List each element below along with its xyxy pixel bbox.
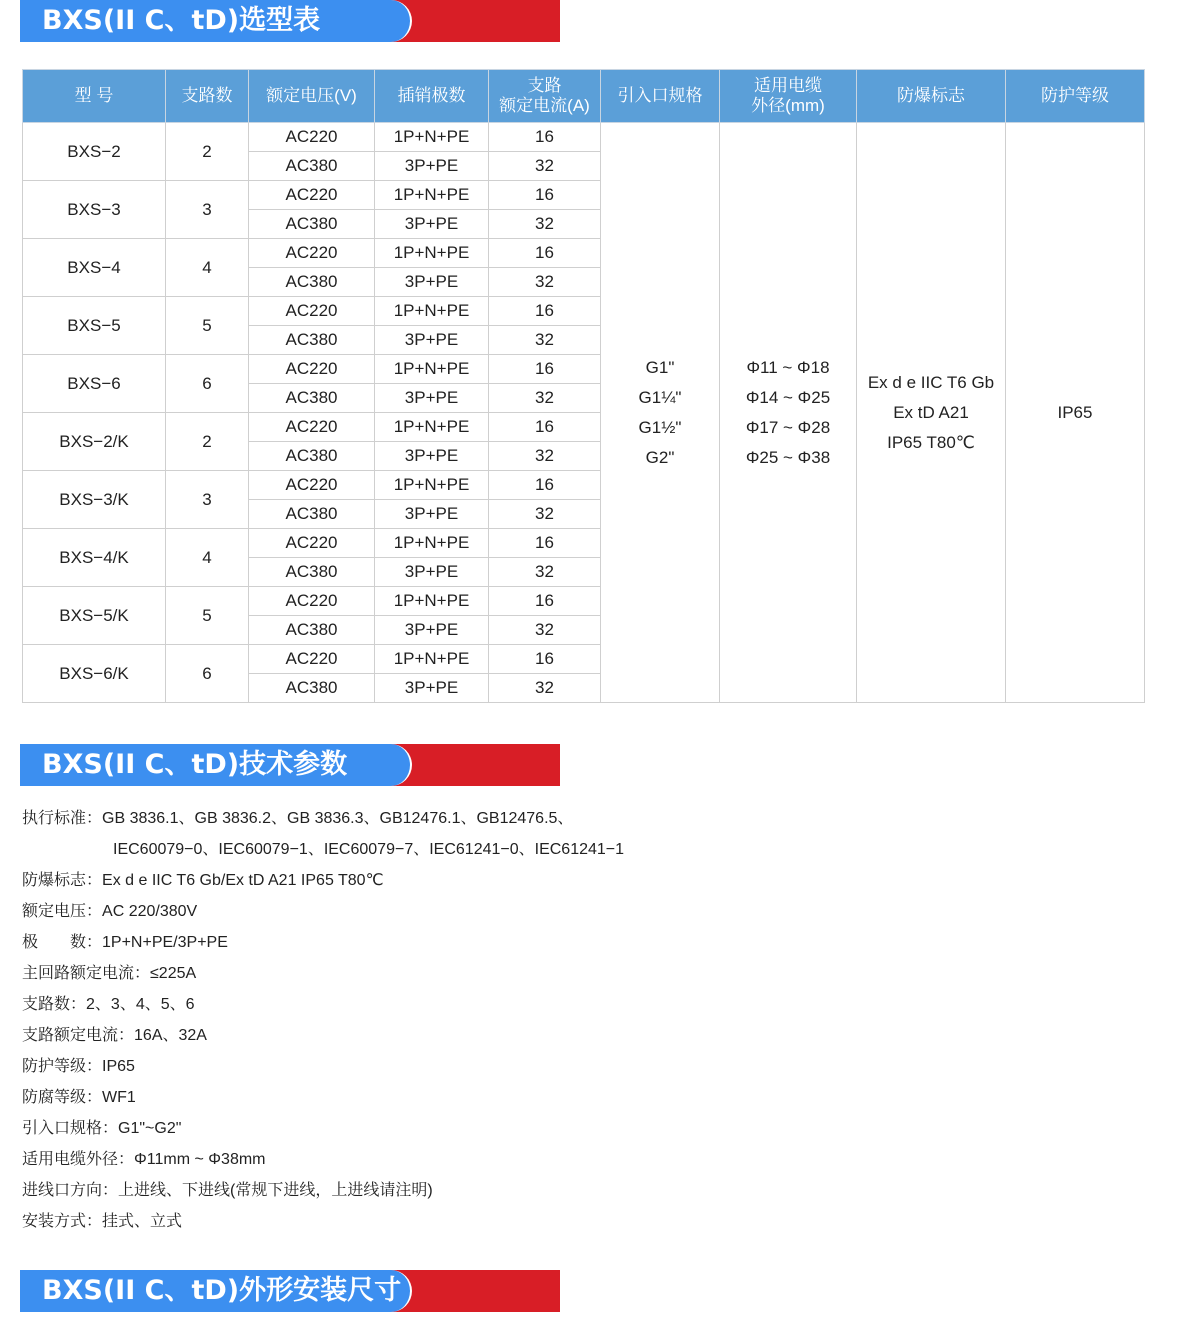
param-label: 安装方式： <box>22 1213 103 1230</box>
cell-model: BXS−4 <box>23 239 166 297</box>
cell-current: 32 <box>489 558 601 587</box>
cell-poles: 3P+PE <box>375 384 489 413</box>
selection-table-banner <box>20 0 560 42</box>
param-value: 上进线、下进线(常规下进线，上进线请注明) <box>118 1182 433 1199</box>
cell-voltage: AC220 <box>249 297 375 326</box>
cell-poles: 3P+PE <box>375 326 489 355</box>
cell-poles: 1P+N+PE <box>375 123 489 152</box>
param-value: 1P+N+PE/3P+PE <box>102 934 228 951</box>
param-label: 额定电压： <box>22 903 103 920</box>
cell-voltage: AC380 <box>249 500 375 529</box>
param-row <box>22 834 1172 865</box>
cell-poles: 3P+PE <box>375 210 489 239</box>
cell-current: 16 <box>489 297 601 326</box>
param-row <box>22 1082 1172 1113</box>
param-row <box>22 1206 1172 1237</box>
param-row <box>22 803 1172 834</box>
explosion-value: Ex tD A21 <box>893 402 969 422</box>
param-label: 防护等级： <box>22 1058 103 1075</box>
header-protection: 防护等级 <box>1006 70 1145 123</box>
cell-voltage: AC380 <box>249 674 375 703</box>
cell-poles: 1P+N+PE <box>375 471 489 500</box>
cell-model: BXS−2/K <box>23 413 166 471</box>
cell-current: 32 <box>489 616 601 645</box>
param-row <box>22 1020 1172 1051</box>
banner-red-block <box>390 0 560 42</box>
cell-poles: 1P+N+PE <box>375 645 489 674</box>
cable-value: Φ14 ~ Φ25 <box>745 387 831 407</box>
cell-poles: 1P+N+PE <box>375 587 489 616</box>
selection-table-title: BXS(II C、tD)选型表 <box>42 5 321 36</box>
cell-branches: 4 <box>166 239 249 297</box>
param-label: 引入口规格： <box>22 1120 119 1137</box>
cell-voltage: AC220 <box>249 181 375 210</box>
cell-current: 16 <box>489 239 601 268</box>
cell-branches: 5 <box>166 297 249 355</box>
cell-model: BXS−5/K <box>23 587 166 645</box>
cell-branches: 4 <box>166 529 249 587</box>
param-value: 挂式、立式 <box>102 1213 183 1230</box>
cell-branches: 2 <box>166 123 249 181</box>
dimension-title: BXS(II C、tD)外形安装尺寸 <box>42 1275 402 1306</box>
param-row <box>22 1144 1172 1175</box>
cell-poles: 3P+PE <box>375 500 489 529</box>
banner-red-block <box>390 744 560 786</box>
cell-voltage: AC220 <box>249 529 375 558</box>
inlet-value: G2" <box>645 447 675 467</box>
cell-current: 16 <box>489 181 601 210</box>
dimension-banner <box>20 1270 560 1312</box>
header-current <box>489 70 601 123</box>
table-row <box>23 123 1145 152</box>
cell-current: 16 <box>489 413 601 442</box>
explosion-value: IP65 T80℃ <box>887 432 975 452</box>
cell-current: 32 <box>489 326 601 355</box>
param-row <box>22 927 1172 958</box>
param-value: GB 3836.1、GB 3836.2、GB 3836.3、GB12476.1、GB12476.5、 <box>102 810 574 827</box>
cell-explosion <box>857 123 1006 703</box>
cell-current: 16 <box>489 355 601 384</box>
cell-current: 32 <box>489 210 601 239</box>
param-row <box>22 896 1172 927</box>
param-row <box>22 1051 1172 1082</box>
param-value: 2、3、4、5、6 <box>86 996 195 1013</box>
cell-poles: 1P+N+PE <box>375 181 489 210</box>
cell-voltage: AC380 <box>249 558 375 587</box>
param-label: 极 数： <box>22 934 103 951</box>
param-label: 防爆标志： <box>22 872 103 889</box>
cell-current: 16 <box>489 471 601 500</box>
tech-params-banner <box>20 744 560 786</box>
header-model: 型 号 <box>23 70 166 123</box>
param-value: Ex d e IIC T6 Gb/Ex tD A21 IP65 T80℃ <box>102 872 384 889</box>
param-value: 16A、32A <box>134 1027 207 1044</box>
param-label: 防腐等级： <box>22 1089 103 1106</box>
param-label: 进线口方向： <box>22 1182 119 1199</box>
cell-poles: 3P+PE <box>375 674 489 703</box>
cell-voltage: AC380 <box>249 616 375 645</box>
cell-current: 32 <box>489 500 601 529</box>
param-label: 执行标准： <box>22 810 103 827</box>
explosion-value: Ex d e IIC T6 Gb <box>867 372 995 392</box>
param-label: 支路数： <box>22 996 87 1013</box>
cell-poles: 1P+N+PE <box>375 355 489 384</box>
cell-poles: 3P+PE <box>375 616 489 645</box>
cell-current: 32 <box>489 384 601 413</box>
tech-params-list <box>22 803 1172 1237</box>
cell-branches: 6 <box>166 645 249 703</box>
cell-voltage: AC380 <box>249 326 375 355</box>
cell-poles: 1P+N+PE <box>375 413 489 442</box>
header-branches: 支路数 <box>166 70 249 123</box>
param-label: 主回路额定电流： <box>22 965 151 982</box>
cell-model: BXS−3/K <box>23 471 166 529</box>
param-row <box>22 989 1172 1020</box>
cell-voltage: AC380 <box>249 152 375 181</box>
header-cable-line2: 外径(mm) <box>751 96 825 115</box>
cell-current: 32 <box>489 442 601 471</box>
cell-model: BXS−6 <box>23 355 166 413</box>
header-explosion: 防爆标志 <box>857 70 1006 123</box>
cell-branches: 2 <box>166 413 249 471</box>
param-label: 支路额定电流： <box>22 1027 135 1044</box>
param-row <box>22 1175 1172 1206</box>
cell-model: BXS−5 <box>23 297 166 355</box>
cell-poles: 1P+N+PE <box>375 529 489 558</box>
tech-params-title: BXS(II C、tD)技术参数 <box>42 749 348 780</box>
cell-voltage: AC380 <box>249 210 375 239</box>
cell-current: 32 <box>489 268 601 297</box>
cable-value: Φ17 ~ Φ28 <box>745 417 831 437</box>
cell-branches: 3 <box>166 471 249 529</box>
param-value: WF1 <box>102 1089 136 1106</box>
cell-cable <box>720 123 857 703</box>
param-label: 适用电缆外径： <box>22 1151 135 1168</box>
cell-voltage: AC380 <box>249 384 375 413</box>
header-cable <box>720 70 857 123</box>
param-value: ≤225A <box>150 965 197 982</box>
cable-value: Φ25 ~ Φ38 <box>745 447 831 467</box>
inlet-value: G1¼" <box>638 387 682 407</box>
cell-voltage: AC220 <box>249 355 375 384</box>
cell-protection: IP65 <box>1006 123 1145 703</box>
cell-inlet <box>601 123 720 703</box>
cell-poles: 1P+N+PE <box>375 297 489 326</box>
cell-branches: 5 <box>166 587 249 645</box>
cell-current: 32 <box>489 152 601 181</box>
cell-voltage: AC220 <box>249 587 375 616</box>
cell-voltage: AC220 <box>249 645 375 674</box>
cell-poles: 1P+N+PE <box>375 239 489 268</box>
header-current-line2: 额定电流(A) <box>499 96 590 115</box>
table-header-row <box>23 70 1145 123</box>
param-value: Φ11mm ~ Φ38mm <box>134 1151 266 1168</box>
header-inlet: 引入口规格 <box>601 70 720 123</box>
header-voltage: 额定电压(V) <box>249 70 375 123</box>
cell-model: BXS−2 <box>23 123 166 181</box>
cell-voltage: AC220 <box>249 471 375 500</box>
cell-model: BXS−3 <box>23 181 166 239</box>
header-cable-line1: 适用电缆 <box>754 76 822 95</box>
param-value: IEC60079−0、IEC60079−1、IEC60079−7、IEC61241−0、IEC61241−1 <box>113 841 625 858</box>
cell-voltage: AC220 <box>249 123 375 152</box>
cell-branches: 6 <box>166 355 249 413</box>
header-current-line1: 支路 <box>527 76 562 95</box>
cell-voltage: AC220 <box>249 413 375 442</box>
param-value: AC 220/380V <box>102 903 198 920</box>
cell-branches: 3 <box>166 181 249 239</box>
param-row <box>22 958 1172 989</box>
cell-poles: 3P+PE <box>375 152 489 181</box>
cell-poles: 3P+PE <box>375 558 489 587</box>
cell-voltage: AC380 <box>249 268 375 297</box>
param-row <box>22 865 1172 896</box>
inlet-value: G1½" <box>638 417 682 437</box>
param-value: IP65 <box>102 1058 135 1075</box>
cell-current: 16 <box>489 123 601 152</box>
inlet-value: G1" <box>645 357 675 377</box>
cell-poles: 3P+PE <box>375 442 489 471</box>
selection-table <box>22 69 1145 703</box>
cell-current: 32 <box>489 674 601 703</box>
cell-poles: 3P+PE <box>375 268 489 297</box>
cell-current: 16 <box>489 645 601 674</box>
param-value: G1"~G2" <box>118 1120 182 1137</box>
cell-voltage: AC220 <box>249 239 375 268</box>
banner-red-block <box>390 1270 560 1312</box>
cell-current: 16 <box>489 587 601 616</box>
cell-model: BXS−6/K <box>23 645 166 703</box>
cable-value: Φ11 ~ Φ18 <box>746 357 830 377</box>
param-row <box>22 1113 1172 1144</box>
cell-current: 16 <box>489 529 601 558</box>
cell-voltage: AC380 <box>249 442 375 471</box>
cell-model: BXS−4/K <box>23 529 166 587</box>
header-poles: 插销极数 <box>375 70 489 123</box>
